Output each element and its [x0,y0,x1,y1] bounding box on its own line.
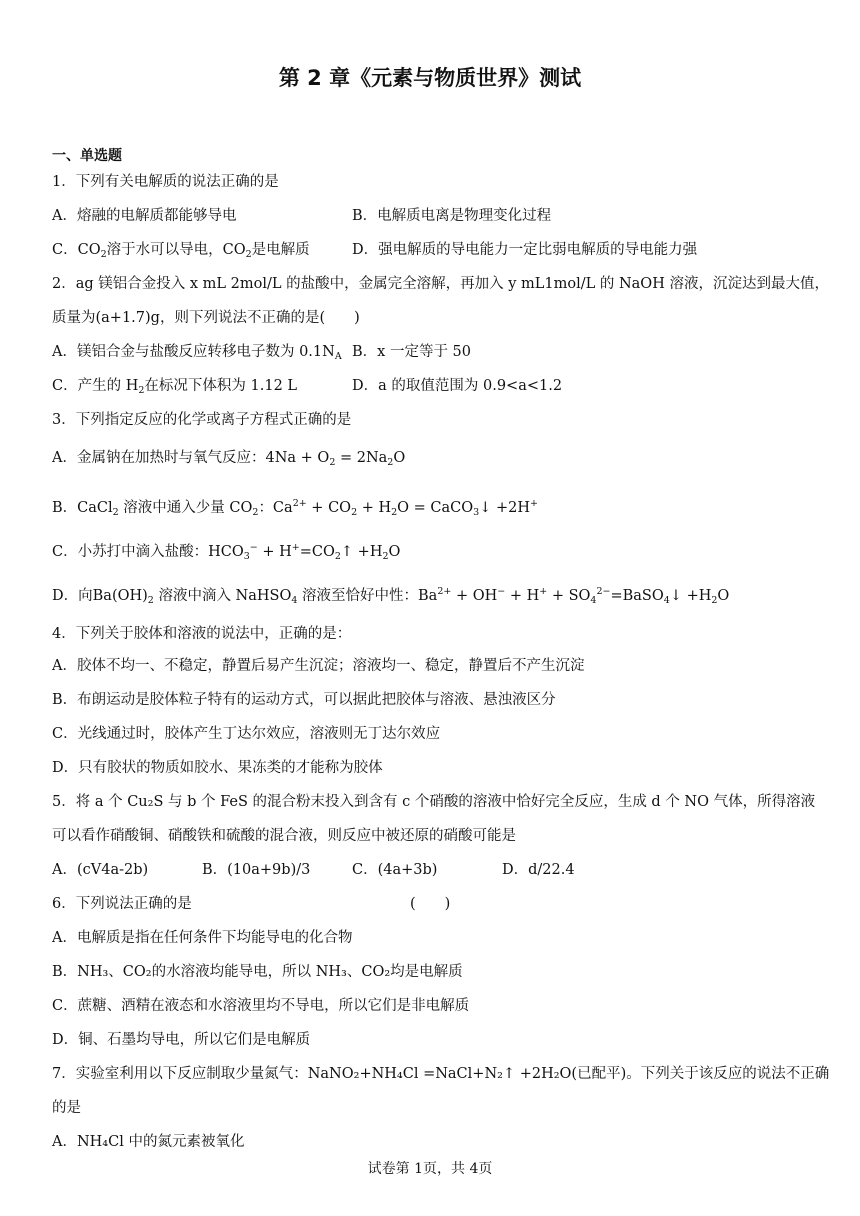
q4-option-a: A．胶体不均一、不稳定，静置后易产生沉淀；溶液均一、稳定，静置后不产生沉淀 [52,658,585,674]
q4-option-b: B．布朗运动是胶体粒子特有的运动方式，可以据此把胶体与溶液、悬浊液区分 [52,692,556,708]
q5-option-a: A．(cV4a-2b) [52,862,149,878]
q6-answer-paren: ( ) [410,896,451,912]
q2-option-d: D．a 的取值范围为 0.9<a<1.2 [352,378,563,394]
q3-stem: 3．下列指定反应的化学或离子方程式正确的是 [52,412,352,428]
q3-d-equation: $Ba(OH)_2$ 溶液中滴入 NaHSO$_4$ 溶液至恰好中性：$Ba^{2+} + OH^- + H^+$ + $SO_4^{2-}=BaSO_4↓ +H_2O$ [92,586,730,606]
q7-stem-line2: 的是 [52,1100,81,1116]
q3-b-equation: CaCl$_2$ 溶液中通入少量 $CO_2$：$Ca^{2+} + CO_2 + H_2O$ = CaCO$_3$↓ +2H+ [77,498,538,518]
q2-option-a: A．镁铝合金与盐酸反应转移电子数为 $0.1N_A$ [52,344,342,362]
q7-option-a: A．NH₄Cl 中的氮元素被氧化 [52,1134,245,1150]
q4-option-c: C．光线通过时，胶体产生丁达尔效应，溶液则无丁达尔效应 [52,726,441,742]
q6-option-b: B．NH₃、CO₂的水溶液均能导电，所以 NH₃、CO₂均是电解质 [52,964,463,980]
q5-stem-line1: 5．将 a 个 Cu₂S 与 b 个 FeS 的混合粉末投入到含有 c 个硝酸的溶液中恰好完全反应，生成 d 个 NO 气体，所得溶液 [52,794,816,810]
q4-option-d: D．只有胶状的物质如胶水、果冻类的才能称为胶体 [52,760,383,776]
q1-stem: 1．下列有关电解质的说法正确的是 [52,174,279,190]
q1-option-b: B．电解质电离是物理变化过程 [352,208,552,224]
q1-option-d: D．强电解质的导电能力一定比弱电解质的导电能力强 [352,242,698,258]
q7-stem-line1: 7．实验室利用以下反应制取少量氮气：NaNO₂+NH₄Cl =NaCl+N₂↑ +2H₂O(已配平)。下列关于该反应的说法不正确 [52,1066,830,1082]
q3-a-equation: $4Na + O_2 = 2Na_2O$ [265,450,406,468]
q3-option-c: C．小苏打中滴入盐酸：$HCO_3^-$ + $H^+=CO_2↑ +H_2O$ [52,542,401,562]
q5-option-b: B．(10a+9b)/3 [202,862,311,878]
q5-option-c: C．(4a+3b) [352,862,438,878]
q1-option-c: C．$CO_2$溶于水可以导电，$CO_2$是电解质 [52,242,310,260]
q2-stem-line1: 2．ag 镁铝合金投入 x mL 2mol/L 的盐酸中，金属完全溶解，再加入 y mL1mol/L 的 NaOH 溶液，沉淀达到最大值， [52,276,829,292]
q1-option-a: A．熔融的电解质都能够导电 [52,208,237,224]
page-footer: 试卷第 1页，共 4页 [367,1161,493,1177]
section-heading: 一、单选题 [52,148,122,164]
q6-stem: 6．下列说法正确的是 [52,896,192,912]
q2-option-c: C．产生的 $H_2$在标况下体积为 1.12 L [52,378,298,396]
q3-option-a: A．金属钠在加热时与氧气反应：$4Na + O_2 = 2Na_2O$ [52,450,406,468]
q3-c-equation: $HCO_3^-$ + $H^+=CO_2↑ +H_2O$ [208,542,401,562]
q6-option-a: A．电解质是指在任何条件下均能导电的化合物 [52,930,353,946]
q5-stem-line2: 可以看作硝酸铜、硝酸铁和硫酸的混合液，则反应中被还原的硝酸可能是 [52,828,516,844]
page-title: 第 2 章《元素与物质世界》测试 [278,66,582,90]
q3-option-b: B．CaCl$_2$ 溶液中通入少量 $CO_2$：$Ca^{2+} + CO_2 + H_2O$ = CaCO$_3$↓ +2H+ [52,498,538,518]
q3-option-d: D．向$Ba(OH)_2$ 溶液中滴入 NaHSO$_4$ 溶液至恰好中性：$Ba^{2+} + OH^- + H^+$ + $SO_4^{2-}=BaSO_4↓ +H_2O$ [52,586,730,606]
q4-stem: 4．下列关于胶体和溶液的说法中，正确的是： [52,626,352,642]
q5-option-d: D．d/22.4 [502,862,575,878]
q6-option-c: C．蔗糖、酒精在液态和水溶液里均不导电，所以它们是非电解质 [52,998,470,1014]
q6-option-d: D．铜、石墨均导电，所以它们是电解质 [52,1032,311,1048]
q2-option-b: B．x 一定等于 50 [352,344,472,360]
q2-stem-line2: 质量为(a+1.7)g，则下列说法不正确的是( ) [52,310,360,326]
